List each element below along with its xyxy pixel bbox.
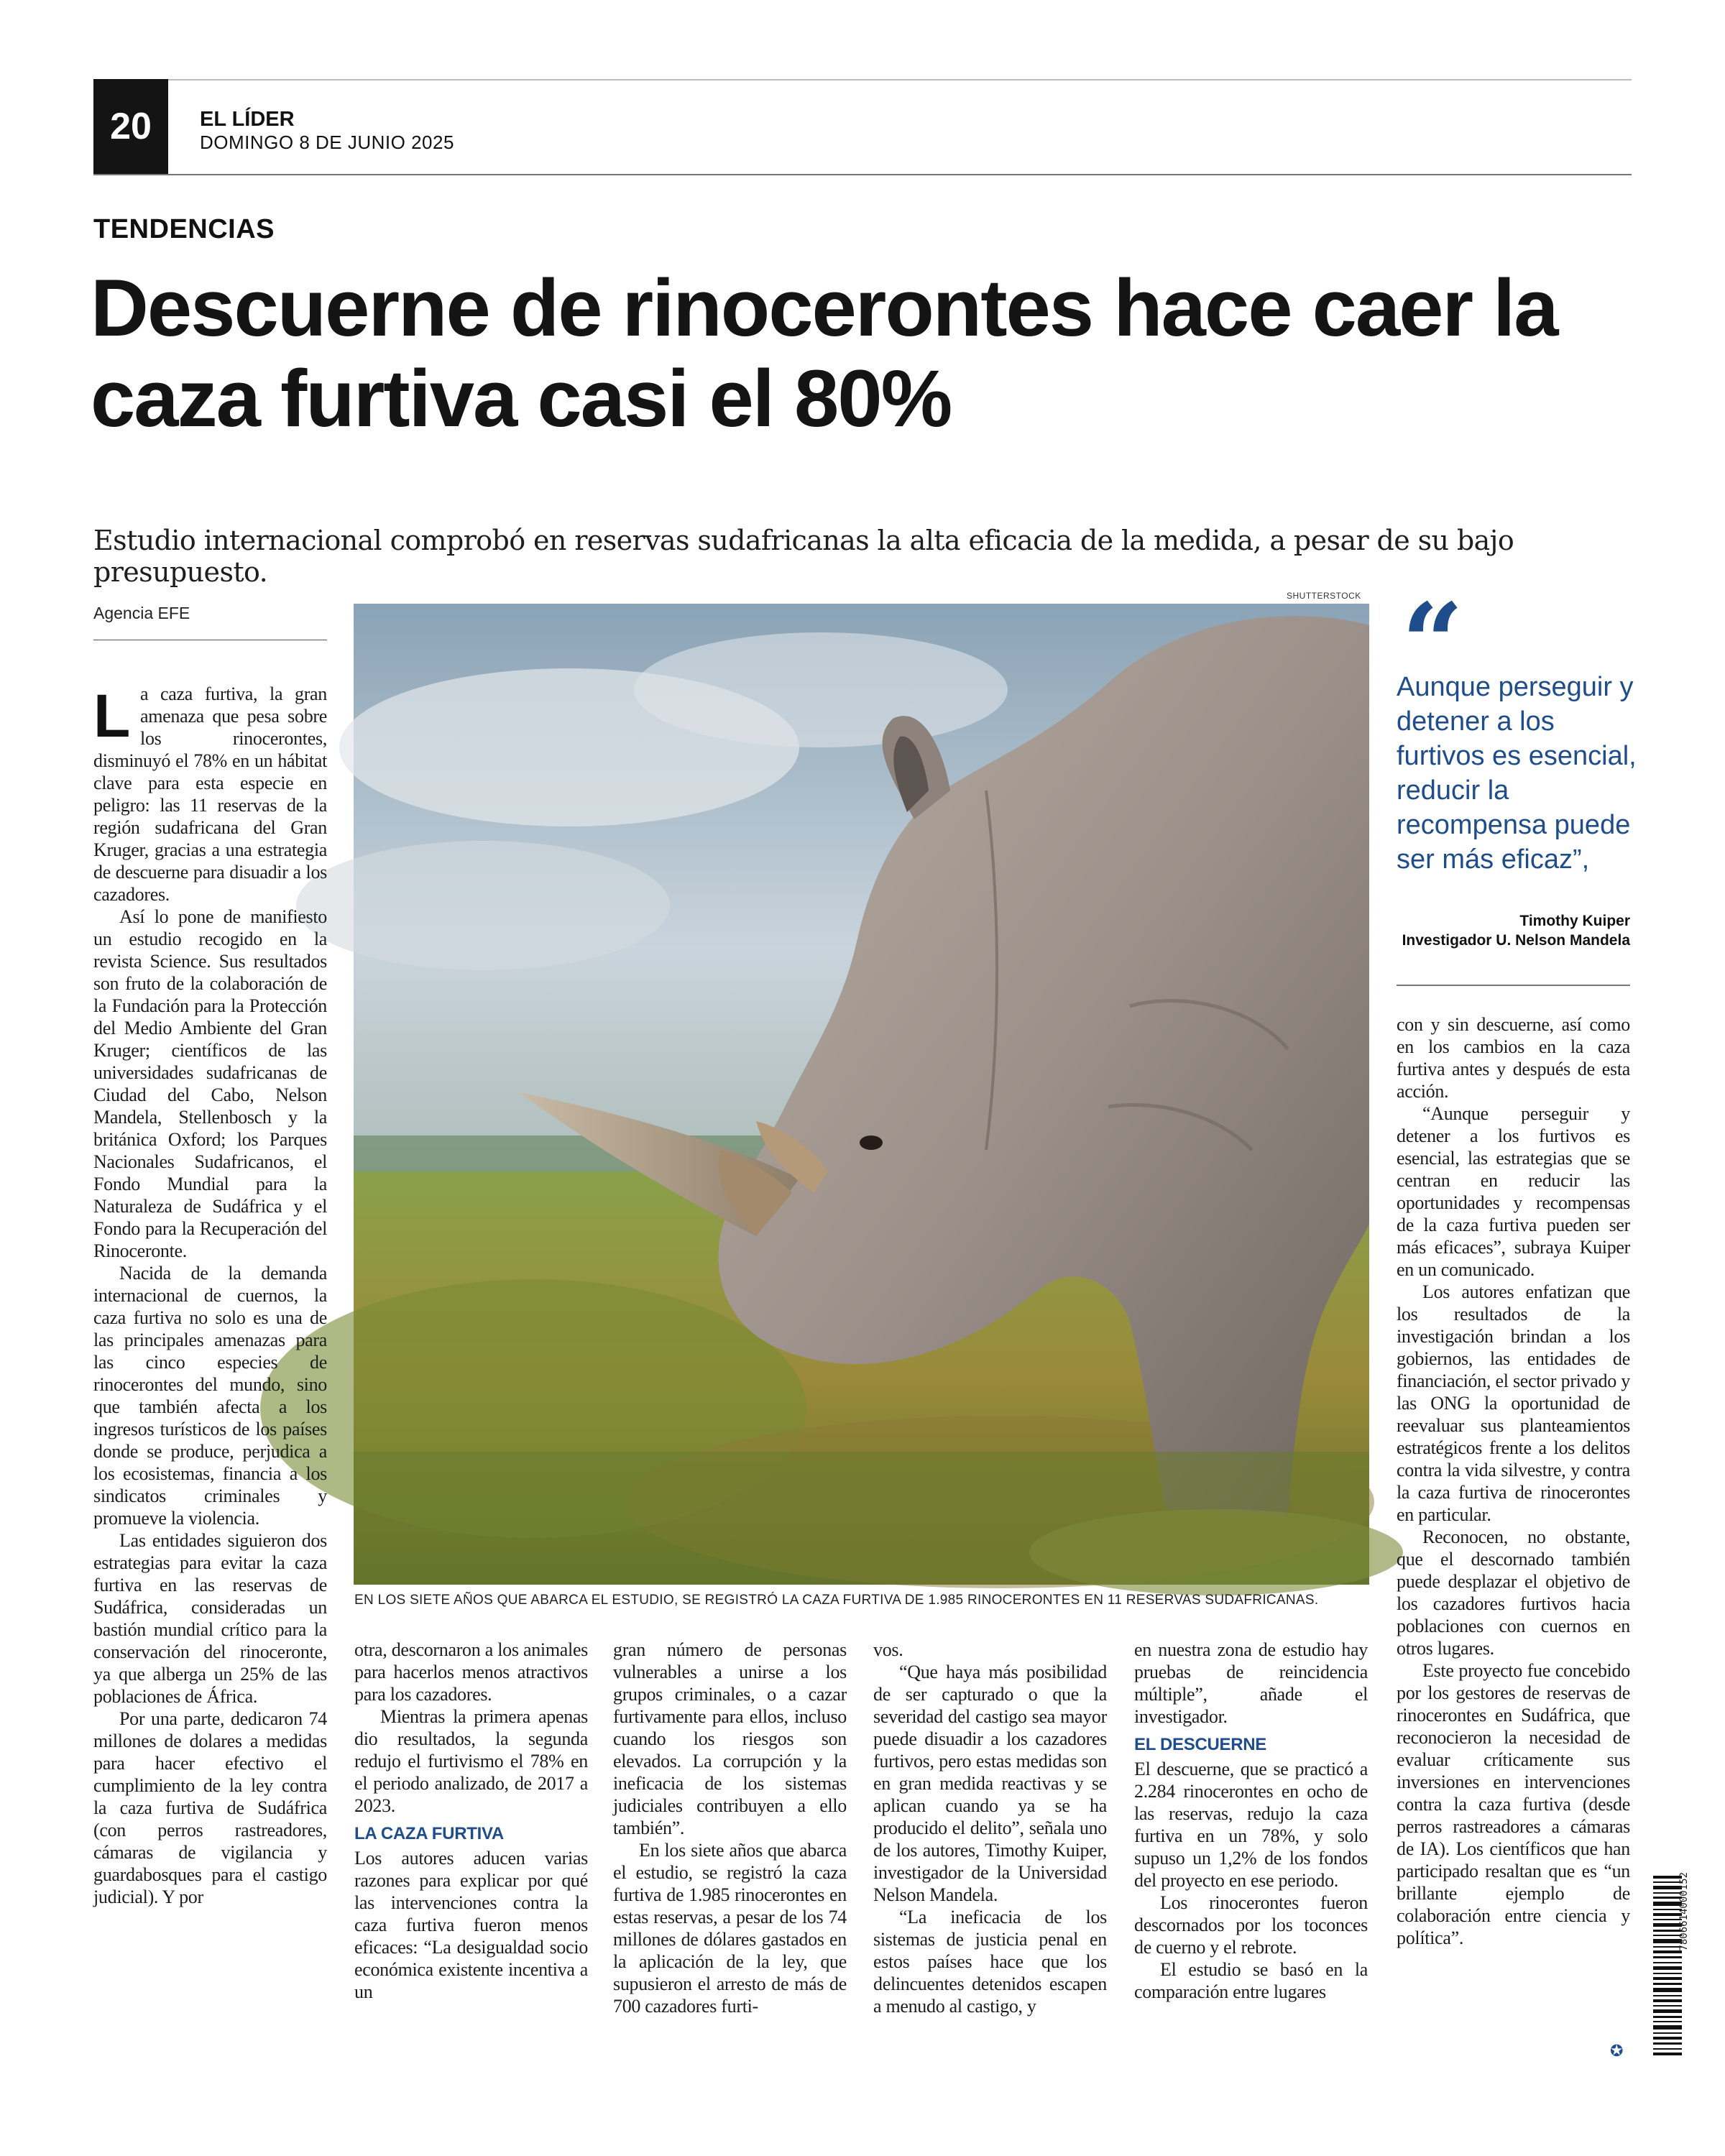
photo-credit: SHUTTERSTOCK — [1287, 591, 1361, 601]
page-number: 20 — [93, 79, 168, 174]
pullquote-name: Timothy Kuiper — [1519, 913, 1630, 929]
paragraph: Mientras la primera apenas dio resultados, la segunda redujo el furtivismo el 78% en el periodo analizado, de 2017 a 2023. — [354, 1706, 588, 1816]
issue-date: DOMINGO 8 DE JUNIO 2025 — [200, 132, 454, 153]
pullquote-attribution — [1397, 911, 1630, 950]
photo-caption: EN LOS SIETE AÑOS QUE ABARCA EL ESTUDIO, SE REGISTRÓ LA CAZA FURTIVA DE 1.985 RINOCERONTES EN 11 RESERVAS SUDAFRICANAS. — [354, 1593, 1319, 1608]
body-column-5 — [1134, 1639, 1368, 2070]
paragraph: El estudio se basó en la comparación entre lugares — [1134, 1959, 1368, 2002]
body-column-2 — [354, 1639, 588, 2070]
paragraph: Los autores enfatizan que los resultados de la investigación brindan a los gobiernos, las entidades de financiación, el sector privado y las ONG la oportunidad de reevaluar sus planteamientos estratégicos frente a los delitos contra la vida silvestre, y contra la caza furtiva de rinocerontes en particular. — [1397, 1281, 1630, 1525]
paragraph: Este proyecto fue concebido por los gestores de reservas de rinocerontes en Sudáfrica, que reconocieron la necesidad de evaluar críticamente sus inversiones en intervenciones contra la caza furtiva (desde perros rastreadores a cámaras de IA). Los científicos que han participado resaltan que es “un brillante ejemplo de colaboración entre ciencia y política”. — [1397, 1660, 1630, 1948]
rhino-photo — [354, 604, 1369, 1585]
pullquote-role: Investigador U. Nelson Mandela — [1402, 932, 1630, 949]
paragraph: Así lo pone de manifiesto un estudio recogido en la revista Science. Sus resultados son fruto de la colaboración de la Fundación para la Protección del Medio Ambiente del Gran Kruger; científicos de las universidades sudafricanas de Ciudad del Cabo, Nelson Mandela, Stellenbosch y la británica Oxford; los Parques Nacionales Sudafricanos, el Fondo Mundial para la Naturaleza de Sudáfrica y el Fondo para la Recuperación del Rinoceronte. — [93, 906, 327, 1261]
subsection-heading: LA CAZA FURTIVA — [354, 1824, 504, 1843]
paragraph: Las entidades siguieron dos estrategias para evitar la caza furtiva en las reservas de Sudáfrica, consideradas un bastión mundial crítico para la conservación del rinoceronte, ya que alberga un 25% de las poblaciones de África. — [93, 1530, 327, 1707]
headline: Descuerne de rinocerontes hace caer la caza furtiva casi el 80% — [91, 263, 1558, 443]
body-column-4 — [873, 1639, 1107, 2070]
newspaper-name: EL LÍDER — [200, 108, 295, 131]
paragraph: “Que haya más posibilidad de ser capturado o que la severidad del castigo sea mayor puede disuadir a los cazadores furtivos, pero estas medidas son en gran medida reactivas y se aplican cuando ya se ha producido el delito”, señala uno de los autores, Timothy Kuiper, investigador de la Universidad Nelson Mandela. — [873, 1662, 1107, 1905]
paragraph: en nuestra zona de estudio hay pruebas de reincidencia múltiple”, añade el investigador. — [1134, 1639, 1368, 1727]
pullquote-rule — [1397, 985, 1630, 986]
top-rule — [93, 79, 1632, 80]
paragraph: vos. — [873, 1639, 903, 1660]
pullquote-text: Aunque perseguir y detener a los furtivos es esencial, reducir la recompensa puede ser más eficaz”, — [1397, 672, 1637, 875]
end-mark-icon: ✪ — [1610, 2042, 1624, 2060]
paragraph: Nacida de la demanda internacional de cuernos, la caza furtiva no solo es una de las principales amenazas para las cinco especies de rinocerontes del mundo, sino que también afecta a los ingresos turísticos de los países donde se produce, perjudica a los ecosistemas, financia a los sindicatos criminales y promueve la violencia. — [93, 1263, 327, 1529]
drop-cap: L — [93, 682, 131, 750]
body-column-1 — [93, 682, 327, 1907]
paragraph: Por una parte, dedicaron 74 millones de dolares a medidas para hacer efectivo el cumplimiento de la ley contra la caza furtiva de Sudáfrica (con perros rastreadores, cámaras de vigilancia y guardabosques para el castigo judicial). Y por — [93, 1708, 327, 1907]
paragraph: “Aunque perseguir y detener a los furtivos es esencial, las estrategias que se centran en reducir las oportunidades y recompensas de la caza furtiva pueden ser más eficaces”, subraya Kuiper en un comunicado. — [1397, 1103, 1630, 1280]
paragraph: El descuerne, que se practicó a 2.284 rinocerontes en ocho de las reservas, redujo la caza furtiva en un 78%, y solo supuso un 1,2% de los fondos del proyecto en ese periodo. — [1134, 1759, 1368, 1891]
paragraph: a caza furtiva, la gran amenaza que pesa sobre los rinocerontes, disminuyó el 78% en un hábitat clave para esta especie en peligro: las 11 reservas de la región sudafricana del Gran Kruger, gracias a una estrategia de descuerne para disuadir a los cazadores. — [93, 683, 327, 905]
paragraph: con y sin descuerne, así como en los cambios en la caza furtiva antes y después de esta acción. — [1397, 1014, 1630, 1102]
subsection-heading: EL DESCUERNE — [1134, 1735, 1266, 1754]
paragraph: gran número de personas vulnerables a unirse a los grupos criminales, o a cazar furtivamente para ellos, incluso cuando los riesgos son elevados. La corrupción y la ineficacia de los sistemas judiciales contribuyen a ello también”. — [613, 1639, 847, 1838]
paragraph: Los rinocerontes fueron descornados por los toconces de cuerno y el rebrote. — [1134, 1892, 1368, 1958]
subheadline: Estudio internacional comprobó en reservas sudafricanas la alta eficacia de la medida, a pesar de su bajo presupuesto. — [93, 525, 1514, 588]
section-label: TENDENCIAS — [93, 214, 275, 244]
body-column-6 — [1397, 1013, 1630, 2070]
barcode-digits: 7806614000152 — [1678, 1872, 1690, 1951]
paragraph: En los siete años que abarca el estudio, se registró la caza furtiva de 1.985 rinocerontes en estas reservas, a pesar de los 74 millones de dólares gastados en la aplicación de la ley, que supusieron el arresto de más de 700 cazadores furti- — [613, 1840, 847, 2017]
body-column-3 — [613, 1639, 847, 2070]
barcode — [1653, 1876, 1682, 2055]
paragraph: Reconocen, no obstante, que el descornado también puede desplazar el objetivo de los cazadores furtivos hacia poblaciones con cuernos en otros lugares. — [1397, 1526, 1630, 1659]
header-rule — [93, 174, 1632, 175]
byline: Agencia EFE — [93, 604, 190, 622]
paragraph: otra, descornaron a los animales para hacerlos menos atractivos para los cazadores. — [354, 1639, 588, 1705]
paragraph: Los autores aducen varias razones para explicar por qué las intervenciones contra la caza furtiva fueron menos eficaces: “La desigualdad socio económica existente incentiva a un — [354, 1848, 588, 2002]
quote-mark-icon: “ — [1402, 580, 1464, 706]
paragraph: “La ineficacia de los sistemas de justicia penal en estos países hace que los delincuentes detenidos escapen a menudo al castigo, y — [873, 1907, 1107, 2017]
